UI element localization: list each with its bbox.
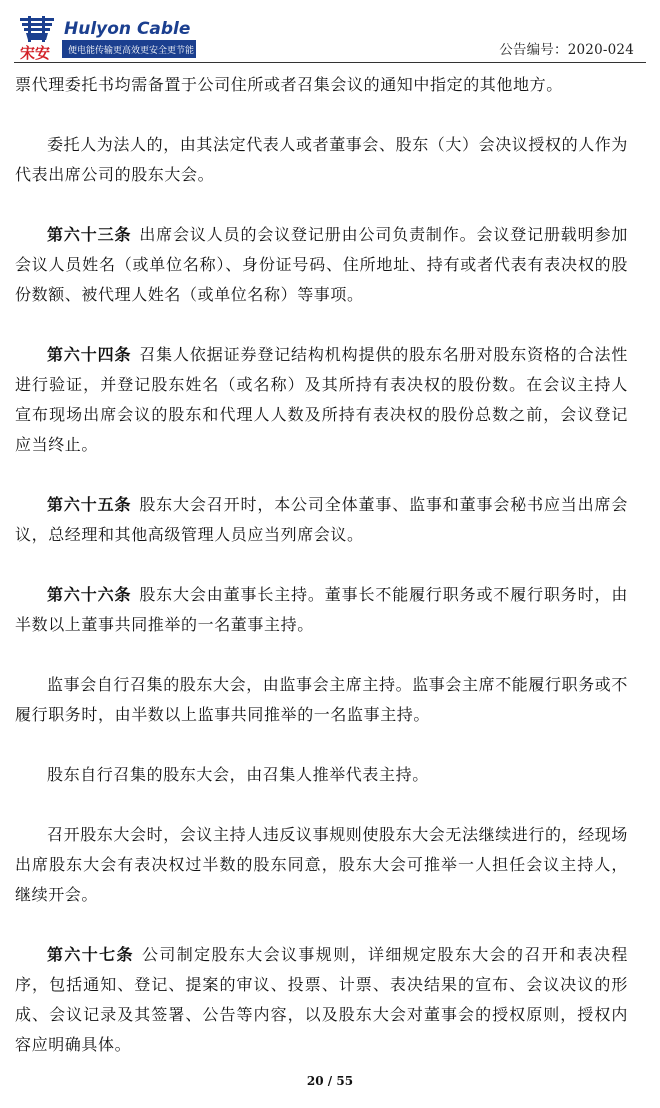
paragraph xyxy=(15,820,628,910)
paragraph-text: 股东大会召开时，本公司全体董事、监事和董事会秘书应当出席会议，总经理和其他高级管理人员应当列席会议。 xyxy=(15,495,628,544)
article-heading: 第六十五条 xyxy=(47,495,132,514)
paragraph-text: 股东大会由董事长主持。董事长不能履行职务或不履行职务时，由半数以上董事共同推举的一名董事主持。 xyxy=(15,585,628,634)
article-67 xyxy=(15,940,628,1060)
paragraph xyxy=(15,760,628,790)
article-heading: 第六十三条 xyxy=(47,225,132,244)
article-66 xyxy=(15,580,628,640)
logo-tagline: 便电能传输更高效更安全更节能 xyxy=(68,46,195,56)
logo-cn-text: 宋安 xyxy=(20,44,51,62)
paragraph-text: 票代理委托书均需备置于公司住所或者召集会议的通知中指定的其他地方。 xyxy=(15,75,563,94)
article-heading: 第六十四条 xyxy=(47,345,132,364)
notice-number: 公告编号：2020-024 xyxy=(499,42,634,58)
document-body xyxy=(15,70,628,1060)
article-64 xyxy=(15,340,628,460)
cable-tower-icon xyxy=(20,16,54,42)
paragraph-text: 召集人依据证券登记结构机构提供的股东名册对股东资格的合法性进行验证，并登记股东姓名（或名称）及其所持有表决权的股份数。在会议主持人宣布现场出席会议的股东和代理人人数及所持有表决权的股份总数之前，会议登记应当终止。 xyxy=(15,345,628,454)
article-65 xyxy=(15,490,628,550)
company-logo xyxy=(18,14,198,66)
page-number: 20 / 55 xyxy=(306,1074,354,1088)
paragraph-text: 出席会议人员的会议登记册由公司负责制作。会议登记册载明参加会议人员姓名（或单位名称）、身份证号码、住所地址、持有或者代表有表决权的股份数额、被代理人姓名（或单位名称）等事项。 xyxy=(15,225,628,304)
paragraph xyxy=(15,670,628,730)
article-heading: 第六十七条 xyxy=(47,945,134,964)
header-divider xyxy=(14,62,646,63)
paragraph-text: 召开股东大会时，会议主持人违反议事规则使股东大会无法继续进行的，经现场出席股东大会有表决权过半数的股东同意，股东大会可推举一人担任会议主持人，继续开会。 xyxy=(15,825,629,904)
article-63 xyxy=(15,220,628,310)
article-heading: 第六十六条 xyxy=(47,585,132,604)
paragraph-text: 公司制定股东大会议事规则，详细规定股东大会的召开和表决程序，包括通知、登记、提案的审议、投票、计票、表决结果的宣布、会议决议的形成、会议记录及其签署、公告等内容，以及股东大会对董事会的授权原则，授权内容应明确具体。 xyxy=(15,945,628,1054)
paragraph-text: 监事会自行召集的股东大会，由监事会主席主持。监事会主席不能履行职务或不履行职务时，由半数以上监事共同推举的一名监事主持。 xyxy=(15,675,629,724)
logo-brand-text: Hulyon Cable xyxy=(64,19,191,39)
paragraph-text: 委托人为法人的，由其法定代表人或者董事会、股东（大）会决议授权的人作为代表出席公司的股东大会。 xyxy=(15,135,629,184)
paragraph xyxy=(15,70,628,100)
paragraph-text: 股东自行召集的股东大会，由召集人推举代表主持。 xyxy=(47,765,429,784)
paragraph xyxy=(15,130,628,190)
